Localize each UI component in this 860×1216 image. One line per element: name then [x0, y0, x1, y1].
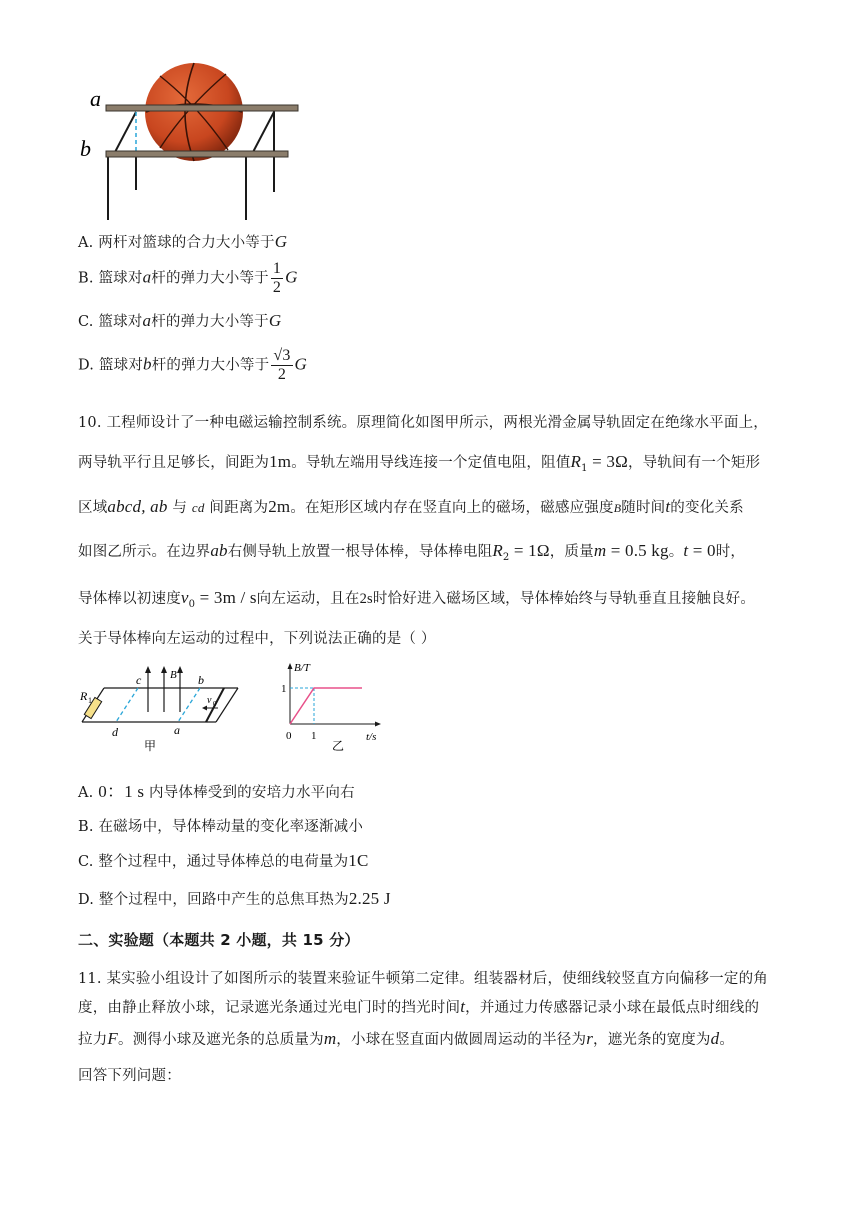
- q10-line-3: 区域abcd, ab 与 cd 间距离为2m。在矩形区域内存在竖直向上的磁场，磁感应强度B随时间t的变化关系: [78, 497, 744, 516]
- q9-option-d: D. 篮球对b杆的弹力大小等于 $\frac{√3}{2}$ G: [78, 347, 308, 383]
- yi-origin: 0: [286, 730, 292, 742]
- jia-v-sub: 0: [213, 700, 217, 708]
- jia-c: c: [136, 673, 142, 687]
- jia-caption: 甲: [144, 739, 157, 753]
- q11-line-2: 度，由静止释放小球，记录遮光条通过光电门时的挡光时间t，并通过力传感器记录小球在最低点时细线的: [78, 997, 760, 1016]
- yi-x1: 1: [311, 730, 317, 742]
- q9-option-b: B. 篮球对a杆的弹力大小等于 $\frac{1}{2}$ G: [78, 260, 298, 296]
- q9-option-a: A. 两杆对篮球的合力大小等于G: [78, 232, 288, 251]
- jia-v: v: [207, 695, 212, 706]
- yi-y1: 1: [281, 683, 287, 695]
- figure-jia: [78, 662, 248, 757]
- q10-line-2: 两导轨平行且足够长，间距为1m。导轨左端用导线连接一个定值电阻，阻值$R_1 = 3\Omega$，导轨间有一个矩形: [78, 452, 761, 474]
- q10-line-6: 关于导体棒向左运动的过程中，下列说法正确的是（ ）: [78, 631, 436, 647]
- section-heading: 二、实验题（本题共 2 小题，共 15 分）: [78, 931, 360, 949]
- label-a: a: [90, 86, 101, 111]
- yi-xlabel: t/s: [366, 731, 377, 743]
- basketball-rods-figure: [78, 62, 308, 224]
- yi-graph: [290, 688, 362, 724]
- rod-b: [106, 151, 288, 157]
- q11-line-3: 拉力F。测得小球及遮光条的总质量为m，小球在竖直面内做圆周运动的半径为r，遮光条的宽度为d。: [78, 1029, 735, 1048]
- label-b: b: [80, 136, 91, 161]
- rod-a: [106, 105, 298, 111]
- q10-line-5: 导体棒以初速度$v_0 = 3m / s$向左运动，且在2s时恰好进入磁场区域，导体棒始终与导轨垂直且接触良好。: [78, 588, 756, 610]
- jia-d: d: [112, 725, 118, 739]
- basketball: [145, 63, 243, 161]
- q11-line-4: 回答下列问题：: [78, 1068, 181, 1084]
- q10-option-b: B. 在磁场中，导体棒动量的变化率逐渐减小: [78, 819, 364, 835]
- jia-R-sub: 1: [88, 696, 92, 705]
- jia-R: R: [80, 689, 88, 703]
- yi-caption: 乙: [332, 739, 345, 753]
- yi-ylabel: B/T: [294, 662, 310, 674]
- q10-option-c: C. 整个过程中，通过导体棒总的电荷量为1C: [78, 851, 369, 870]
- jia-a: a: [174, 723, 180, 737]
- figure-yi: [278, 660, 388, 755]
- q10-option-a: A. 0：1 s 内导体棒受到的安培力水平向右: [78, 782, 355, 801]
- q10-line-1: 10. 工程师设计了一种电磁运输控制系统。原理简化如图甲所示，两根光滑金属导轨固定在绝缘水平面上，: [78, 415, 768, 431]
- jia-B: B: [170, 669, 177, 681]
- q9-option-c: C. 篮球对a杆的弹力大小等于G: [78, 311, 282, 330]
- q10-option-d: D. 整个过程中，回路中产生的总焦耳热为2.25 J: [78, 889, 391, 908]
- q11-line-1: 11. 某实验小组设计了如图所示的装置来验证牛顿第二定律。组装器材后，使细线较竖直方向偏移一定的角: [78, 971, 768, 987]
- jia-b: b: [198, 673, 204, 687]
- q10-line-4: 如图乙所示。在边界ab右侧导轨上放置一根导体棒，导体棒电阻$R_2 = 1\Omega$，质量m = 0.5 kg。t = 0时，: [78, 541, 746, 563]
